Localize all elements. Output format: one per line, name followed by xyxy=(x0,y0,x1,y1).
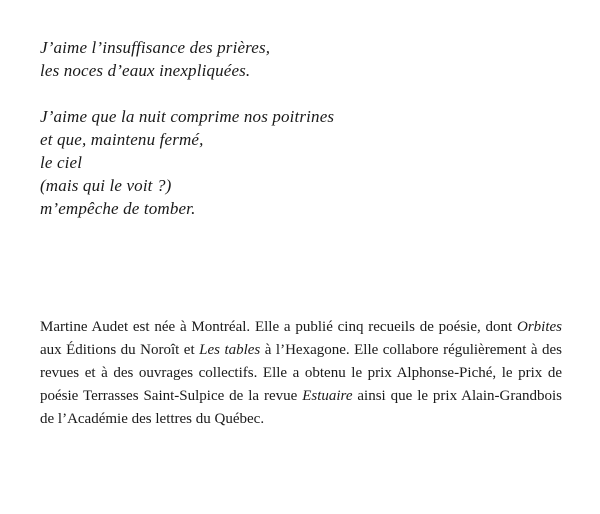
poem xyxy=(40,36,560,220)
author-biography xyxy=(40,316,562,431)
bio-text: aux Éditions du Noroît et xyxy=(40,342,200,358)
poem-line: J’aime l’insuffisance des prières, xyxy=(40,38,271,57)
poem-stanza-1 xyxy=(40,36,560,82)
bio-text: ainsi que le prix Alain-Grandbois de l’Académie des lettres du Québec. xyxy=(40,388,562,427)
bio-text: Martine Audet est née à Montréal. Elle a publié cinq recueils de poésie, dont xyxy=(40,319,517,335)
poem-line: les noces d’eaux inexpliquées. xyxy=(40,61,251,80)
poem-line: et que, maintenu fermé, xyxy=(40,130,204,149)
poem-line: le ciel xyxy=(40,153,83,172)
poem-line: (mais qui le voit ?) xyxy=(40,176,172,195)
book-title-orbites: Orbites xyxy=(517,319,562,335)
poem-stanza-2 xyxy=(40,105,560,220)
poem-line: J’aime que la nuit comprime nos poitrines xyxy=(40,107,335,126)
bio-text: à l’Hexagone. Elle collabore régulièrement à des revues et à des ouvrages collectifs. Elle a obtenu le prix Alphonse-Piché, le prix de poésie Terrasses Saint-Sulpice de la revue xyxy=(40,342,563,404)
poem-line: m’empêche de tomber. xyxy=(40,199,196,218)
book-title-les-tables: Les tables xyxy=(199,342,261,358)
journal-title-estuaire: Estuaire xyxy=(302,388,353,404)
